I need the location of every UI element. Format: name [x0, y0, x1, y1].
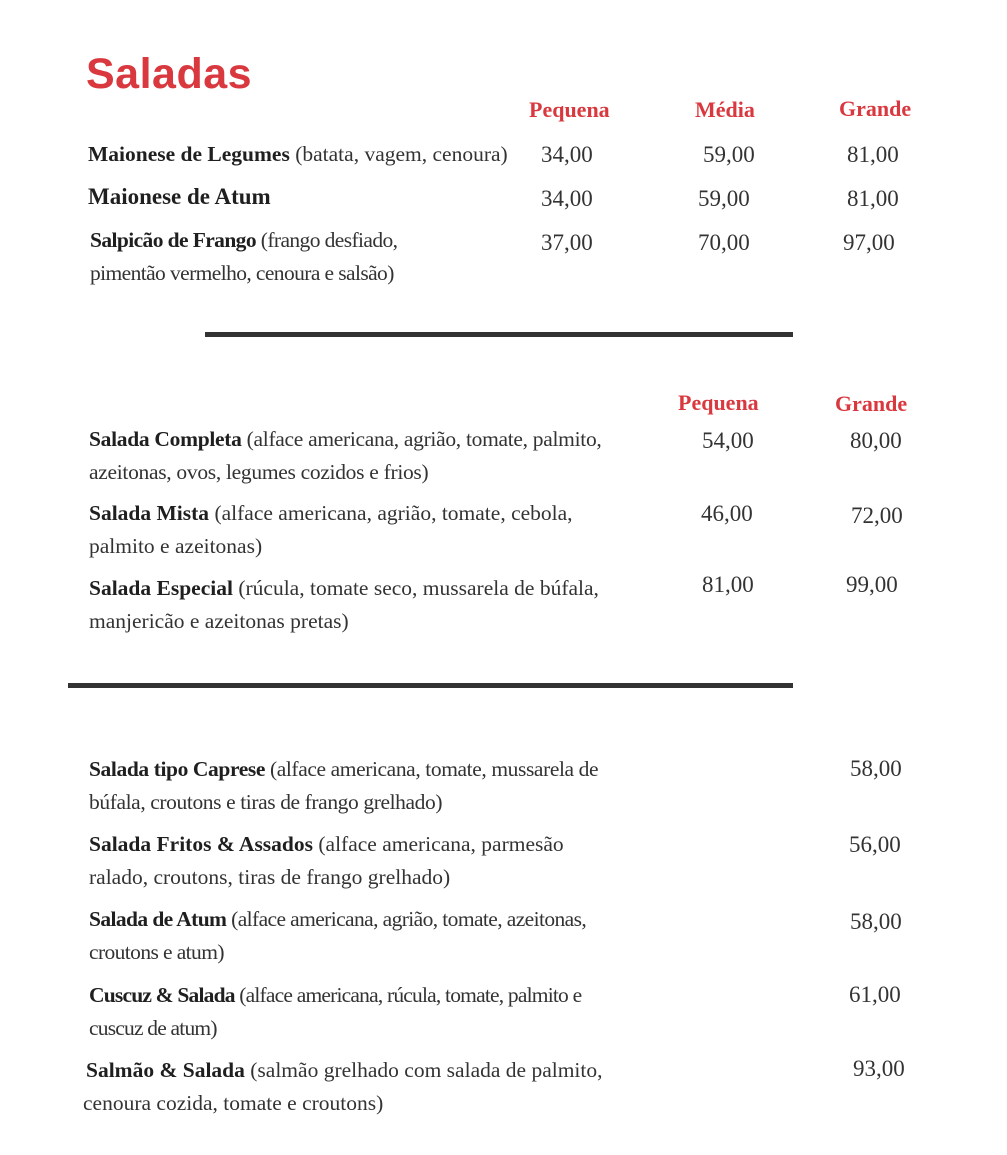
item-description: (alface americana, agrião, tomate, azeitonas,	[226, 907, 587, 931]
item-description: (salmão grelhado com salada de palmito,	[244, 1058, 603, 1082]
menu-item	[88, 138, 508, 171]
header-pequena: Pequena	[529, 97, 610, 122]
item-description: (alface americana, agrião, tomate, cebola,	[209, 501, 573, 525]
menu-item	[89, 828, 564, 894]
item-name: Salada Fritos & Assados	[89, 832, 313, 856]
menu-item	[89, 572, 599, 638]
item-name: Cuscuz & Salada	[89, 983, 235, 1007]
item-description-line2: ralado, croutons, tiras de frango grelhado)	[89, 865, 451, 889]
price: 93,00	[853, 1056, 905, 1081]
price-medium: 59,00	[703, 142, 755, 167]
menu-item	[90, 224, 397, 290]
price-small: 81,00	[702, 572, 754, 597]
price: 61,00	[849, 982, 901, 1007]
item-description-line2: cuscuz de atum)	[89, 1016, 217, 1040]
price-large: 72,00	[851, 503, 903, 528]
item-description: (batata, vagem, cenoura)	[289, 142, 508, 166]
menu-item	[89, 903, 586, 969]
item-name: Salada de Atum	[89, 907, 227, 931]
item-description: (alface americana, rúcula, tomate, palmito e	[234, 983, 582, 1007]
price-small: 34,00	[541, 186, 593, 211]
header-pequena: Pequena	[678, 390, 759, 415]
price-small: 34,00	[541, 142, 593, 167]
menu-item	[89, 497, 573, 563]
price: 58,00	[850, 756, 902, 781]
price-large: 81,00	[847, 186, 899, 211]
header-grande: Grande	[835, 391, 908, 416]
price: 56,00	[849, 832, 901, 857]
price-large: 81,00	[847, 142, 899, 167]
item-description-line2: cenoura cozida, tomate e croutons)	[83, 1091, 384, 1115]
item-name: Salpicão de Frango	[90, 228, 256, 252]
item-name: Maionese de Legumes	[88, 142, 290, 166]
item-name: Salmão & Salada	[86, 1058, 245, 1082]
item-name: Salada Mista	[89, 501, 210, 525]
page-title: Saladas	[86, 50, 253, 98]
item-description: (alface americana, agrião, tomate, palmito,	[241, 427, 602, 451]
price-large: 99,00	[846, 572, 898, 597]
price: 58,00	[850, 909, 902, 934]
menu-item	[83, 1054, 603, 1120]
item-description: (alface americana, tomate, mussarela de	[264, 757, 599, 781]
item-name: Salada Completa	[89, 427, 242, 451]
section-divider	[68, 683, 793, 688]
price-large: 97,00	[843, 230, 895, 255]
menu-item	[89, 979, 581, 1045]
price-small: 37,00	[541, 230, 593, 255]
item-description-line2: croutons e atum)	[89, 940, 224, 964]
item-description-line2: manjericão e azeitonas pretas)	[89, 609, 349, 633]
item-description: (frango desfiado,	[256, 228, 398, 252]
item-description: (alface americana, parmesão	[313, 832, 564, 856]
price-small: 46,00	[701, 501, 753, 526]
price-medium: 70,00	[698, 230, 750, 255]
price-small: 54,00	[702, 428, 754, 453]
menu-item	[88, 180, 271, 213]
header-media: Média	[695, 97, 755, 122]
item-description-line2: palmito e azeitonas)	[89, 534, 263, 558]
menu-item	[89, 423, 601, 489]
menu-item	[89, 753, 598, 819]
item-description-line2: búfala, croutons e tiras de frango grelhado)	[89, 790, 443, 814]
item-description-line2: azeitonas, ovos, legumes cozidos e frios)	[89, 460, 429, 484]
item-name: Maionese de Atum	[88, 184, 271, 209]
section-divider	[205, 332, 793, 337]
price-medium: 59,00	[698, 186, 750, 211]
item-name: Salada tipo Caprese	[89, 757, 265, 781]
price-large: 80,00	[850, 428, 902, 453]
item-description: (rúcula, tomate seco, mussarela de búfala,	[232, 576, 599, 600]
item-description-line2: pimentão vermelho, cenoura e salsão)	[90, 261, 394, 285]
header-grande: Grande	[839, 96, 912, 121]
item-name: Salada Especial	[89, 576, 233, 600]
